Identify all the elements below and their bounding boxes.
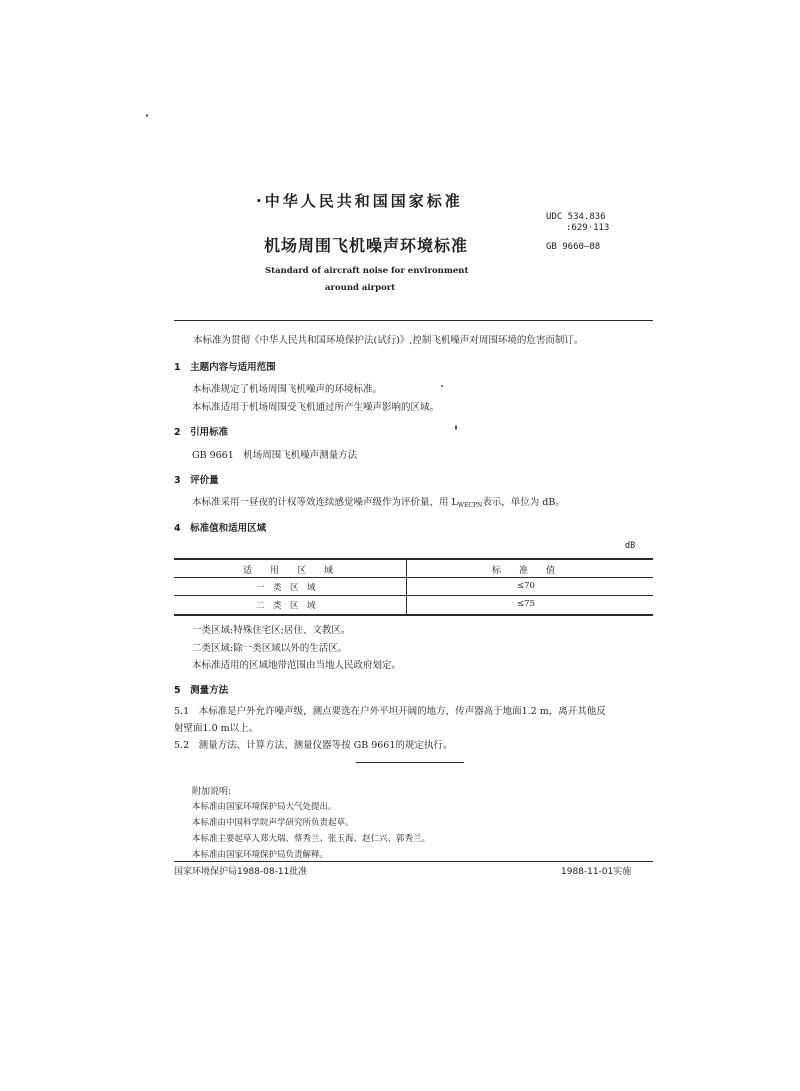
udc-code-line2: :629·113 [566, 223, 610, 233]
table-header-zone: 适 用 区 域 [243, 566, 334, 576]
table-bottom-rule [174, 614, 653, 616]
table-column-divider [406, 558, 407, 615]
section-1-heading: 1 主题内容与适用范围 [174, 362, 276, 373]
table-top-rule [174, 558, 653, 560]
document-title-en-line2: around airport [325, 283, 396, 293]
appendix-line: 本标准由国家环境保护局负责解释。 [192, 850, 329, 860]
section-2-heading: 2 引用标准 [174, 427, 229, 438]
table-row-1-zone: 一 类 区 域 [256, 583, 316, 593]
section-5-1-line1: 5.1 本标准是户外允许噪声级，测点要选在户外平坦开阔的地方，传声器高于地面1.2 m，离开其他反 [174, 706, 606, 717]
table-row-2-zone: 二 类 区 域 [256, 601, 316, 611]
section-3-heading: 3 评价量 [174, 475, 219, 486]
section-5-1-line2: 射壁面1.0 m以上。 [174, 723, 259, 734]
appendix-line: 本标准由中国科学院声学研究所负责起草。 [192, 818, 354, 828]
section-3-text-main: 本标准采用一昼夜的计权等效连续感觉噪声级作为评价量，用 L [192, 497, 458, 508]
header-rule [174, 320, 653, 321]
table-row-1-value: ≤70 [517, 581, 535, 591]
end-rule [356, 762, 464, 763]
document-title-en-line1: Standard of aircraft noise for environment [265, 266, 469, 276]
appendix-line: 本标准主要起草人郑大瑞、蔡秀兰、张玉海、赵仁兴、郭秀兰。 [192, 834, 431, 844]
section-1-text-2: 本标准适用于机场周围受飞机通过所产生噪声影响的区域。 [192, 402, 440, 413]
udc-code-line1: UDC 534.836 [546, 212, 606, 222]
section-4-heading: 4 标准值和适用区域 [174, 523, 267, 534]
appendix-heading: 附加说明: [192, 787, 232, 797]
zone-note-1: 一类区域:特殊住宅区;居住、文教区。 [192, 625, 351, 636]
scan-speck [455, 425, 457, 430]
section-3-text-end: 表示，单位为 dB。 [482, 497, 565, 508]
section-5-2: 5.2 测量方法、计算方法、测量仪器等按 GB 9661的规定执行。 [174, 740, 453, 751]
approval-date: 国家环境保护局1988-08-11批准 [174, 867, 308, 877]
table-header-rule [174, 577, 653, 578]
effective-date: 1988-11-01实施 [561, 867, 632, 877]
scan-speck [146, 114, 148, 117]
scan-speck [441, 385, 443, 387]
zone-note-2: 二类区域:除一类区域以外的生活区。 [192, 643, 348, 654]
table-unit-label: dB [625, 541, 636, 551]
table-row-rule [174, 595, 653, 596]
section-1-text-1: 本标准规定了机场周围飞机噪声的环境标准。 [192, 384, 383, 395]
section-5-heading: 5 测量方法 [174, 685, 229, 696]
document-title-cn: 机场周围飞机噪声环境标准 [264, 236, 469, 255]
gb-code: GB 9660—88 [546, 242, 601, 252]
section-2-text: GB 9661 机场周围飞机噪声测量方法 [192, 450, 358, 461]
table-header-value: 标 准 值 [492, 566, 556, 576]
footer-rule [174, 861, 653, 862]
zone-note-3: 本标准适用的区域地带范围由当地人民政府划定。 [192, 660, 402, 671]
standard-type-heading: ·中华人民共和国国家标准 [256, 192, 463, 210]
section-3-text [192, 494, 565, 509]
section-3-subscript: WECPN [457, 502, 483, 509]
intro-paragraph: 本标准为贯彻《中华人民共和国环境保护法(试行)》,控制飞机噪声对周围环境的危害而制订。 [193, 335, 584, 346]
table-row-2-value: ≤75 [517, 599, 535, 609]
appendix-line: 本标准由国家环境保护局大气处提出。 [192, 802, 337, 812]
